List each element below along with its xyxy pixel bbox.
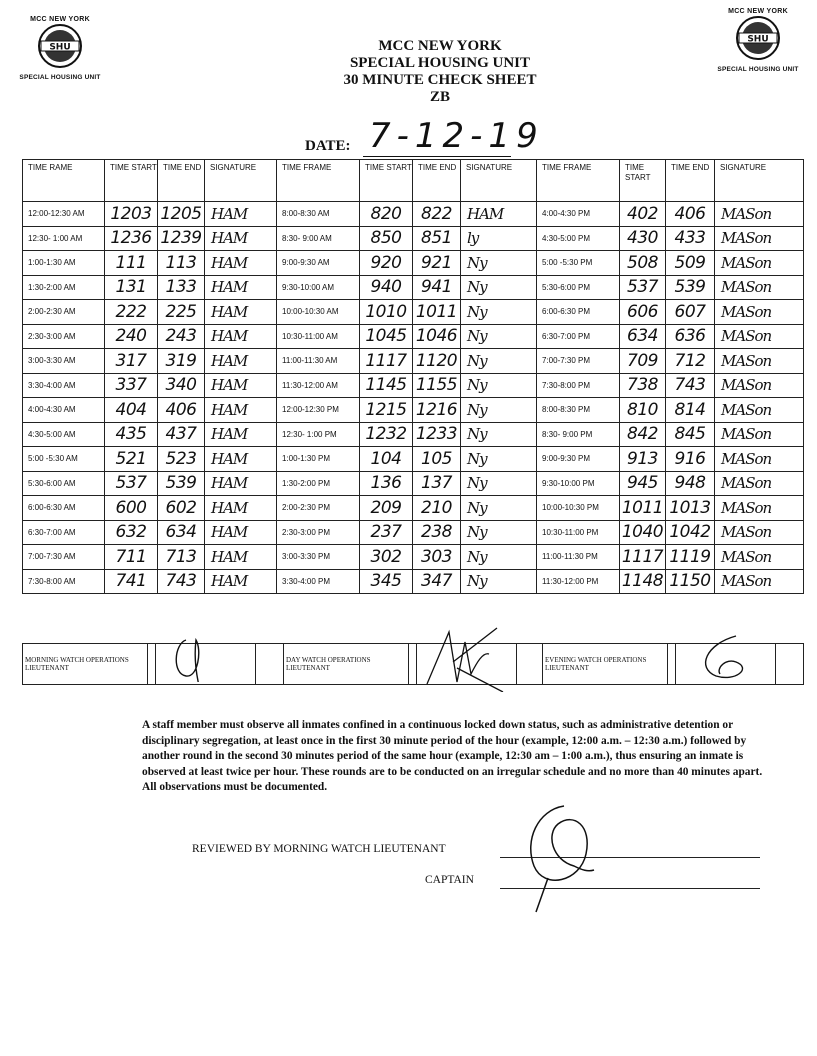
morning-time-end: 243 [158, 324, 205, 349]
day-time-start: 237 [360, 520, 413, 545]
evening-time-start: 709 [620, 349, 666, 374]
day-time-frame: 1:30-2:00 PM [277, 471, 360, 496]
evening-time-start: 913 [620, 447, 666, 472]
day-signature: Ny [461, 300, 537, 325]
morning-lieutenant-signature [156, 644, 256, 685]
date-value: 7-12-19 [369, 116, 544, 156]
day-lieutenant-signature [417, 644, 517, 685]
evening-time-frame: 9:00-9:30 PM [537, 447, 620, 472]
evening-time-end: 1150 [666, 569, 715, 594]
day-signature: Ny [461, 373, 537, 398]
morning-time-end: 634 [158, 520, 205, 545]
evening-time-frame: 5:30-6:00 PM [537, 275, 620, 300]
evening-time-frame: 10:30-11:00 PM [537, 520, 620, 545]
morning-time-frame: 2:00-2:30 AM [23, 300, 105, 325]
table-row [23, 202, 804, 227]
morning-time-start: 337 [105, 373, 158, 398]
evening-time-start: 1040 [620, 520, 666, 545]
evening-signature: MASon [715, 422, 804, 447]
morning-signature: HAM [205, 349, 277, 374]
evening-time-start: 738 [620, 373, 666, 398]
evening-time-end: 509 [666, 251, 715, 276]
evening-time-start: 945 [620, 471, 666, 496]
day-time-start: 1232 [360, 422, 413, 447]
evening-time-frame: 6:30-7:00 PM [537, 324, 620, 349]
evening-time-end: 607 [666, 300, 715, 325]
date-label: DATE: [305, 138, 351, 154]
evening-signature: MASon [715, 520, 804, 545]
day-time-start: 920 [360, 251, 413, 276]
morning-time-frame: 5:00 -5:30 AM [23, 447, 105, 472]
morning-time-end: 713 [158, 545, 205, 570]
evening-time-start: 606 [620, 300, 666, 325]
morning-time-start: 600 [105, 496, 158, 521]
table-row [23, 324, 804, 349]
evening-signature: MASon [715, 471, 804, 496]
day-time-start: 850 [360, 226, 413, 251]
day-time-end: 822 [413, 202, 461, 227]
evening-time-end: 916 [666, 447, 715, 472]
day-time-frame: 9:30-10:00 AM [277, 275, 360, 300]
evening-time-frame: 11:00-11:30 PM [537, 545, 620, 570]
day-time-start: 1045 [360, 324, 413, 349]
seal-top-text: MCC NEW YORK [728, 8, 788, 15]
day-time-end: 1155 [413, 373, 461, 398]
morning-time-frame: 5:30-6:00 AM [23, 471, 105, 496]
day-time-start: 136 [360, 471, 413, 496]
day-time-start: 820 [360, 202, 413, 227]
header-line2: SPECIAL HOUSING UNIT [349, 55, 531, 71]
day-signature: HAM [461, 202, 537, 227]
evening-time-end: 1042 [666, 520, 715, 545]
evening-time-frame: 4:00-4:30 PM [537, 202, 620, 227]
evening-time-end: 1013 [666, 496, 715, 521]
evening-time-end: 539 [666, 275, 715, 300]
evening-time-start: 810 [620, 398, 666, 423]
seal-top-text: MCC NEW YORK [30, 16, 90, 23]
lieutenant-signoff-table [22, 643, 804, 685]
col-header-frame: TIME FRAME [537, 160, 620, 202]
day-time-start: 1215 [360, 398, 413, 423]
day-signature: Ny [461, 324, 537, 349]
evening-time-start: 1011 [620, 496, 666, 521]
table-row [23, 251, 804, 276]
day-time-start: 345 [360, 569, 413, 594]
day-signature: Ny [461, 520, 537, 545]
morning-time-frame: 1:00-1:30 AM [23, 251, 105, 276]
morning-time-start: 537 [105, 471, 158, 496]
morning-time-start: 131 [105, 275, 158, 300]
col-header-start: TIME START [105, 160, 158, 202]
day-time-frame: 11:00-11:30 AM [277, 349, 360, 374]
col-header-signature: SIGNATURE [205, 160, 277, 202]
day-lieutenant-label: DAY WATCH OPERATIONS LIEUTENANT [284, 644, 409, 685]
evening-time-frame: 6:00-6:30 PM [537, 300, 620, 325]
morning-time-frame: 12:30- 1:00 AM [23, 226, 105, 251]
evening-time-frame: 9:30-10:00 PM [537, 471, 620, 496]
day-time-end: 303 [413, 545, 461, 570]
morning-time-end: 319 [158, 349, 205, 374]
evening-time-frame: 8:30- 9:00 PM [537, 422, 620, 447]
morning-signature: HAM [205, 545, 277, 570]
evening-time-start: 634 [620, 324, 666, 349]
evening-signature: MASon [715, 373, 804, 398]
day-time-end: 921 [413, 251, 461, 276]
day-signature: Ny [461, 398, 537, 423]
policy-notice: A staff member must observe all inmates confined in a continuous locked down status, such as administrative detention or disciplinary segregation, at least once in the first 30 minute period of the hour (example, 12:00 a.m. – 12:30 a.m.) followed by another round in the second 30 minutes period of the same hour (example, 12:30 am – 1:00 a.m.), thus ensuring an inmate is observed at least twice per hour. These rounds are to be conducted on an irregular schedule and no more than 40 minutes apart. All observations must be documented. [142, 719, 763, 793]
date-underline [363, 156, 511, 157]
evening-time-end: 636 [666, 324, 715, 349]
col-header-end: TIME END [158, 160, 205, 202]
day-time-end: 1216 [413, 398, 461, 423]
evening-signature: MASon [715, 447, 804, 472]
evening-time-frame: 11:30-12:00 PM [537, 569, 620, 594]
table-row [23, 496, 804, 521]
morning-signature: HAM [205, 251, 277, 276]
day-time-start: 1145 [360, 373, 413, 398]
table-row [23, 471, 804, 496]
morning-time-frame: 1:30-2:00 AM [23, 275, 105, 300]
morning-time-frame: 12:00-12:30 AM [23, 202, 105, 227]
morning-time-frame: 3:30-4:00 AM [23, 373, 105, 398]
evening-lieutenant-label: EVENING WATCH OPERATIONS LIEUTENANT [543, 644, 668, 685]
day-signature: Ny [461, 422, 537, 447]
morning-time-start: 711 [105, 545, 158, 570]
morning-signature: HAM [205, 496, 277, 521]
sheet-header [240, 38, 640, 106]
evening-signature: MASon [715, 545, 804, 570]
signature-scribble-icon [676, 628, 776, 688]
morning-time-start: 111 [105, 251, 158, 276]
evening-time-end: 743 [666, 373, 715, 398]
morning-time-end: 406 [158, 398, 205, 423]
table-row [23, 520, 804, 545]
evening-signature: MASon [715, 324, 804, 349]
evening-time-frame: 8:00-8:30 PM [537, 398, 620, 423]
evening-lieutenant-signature [676, 644, 776, 685]
day-time-end: 210 [413, 496, 461, 521]
morning-signature: HAM [205, 422, 277, 447]
date-row [305, 118, 565, 158]
seal-bottom-text: SPECIAL HOUSING UNIT [19, 74, 101, 81]
evening-signature: MASon [715, 398, 804, 423]
day-time-frame: 9:00-9:30 AM [277, 251, 360, 276]
captain-signature-scribble-icon [518, 800, 598, 915]
col-header-signature: SIGNATURE [461, 160, 537, 202]
evening-signature: MASon [715, 226, 804, 251]
morning-signature: HAM [205, 373, 277, 398]
morning-time-start: 240 [105, 324, 158, 349]
day-time-end: 851 [413, 226, 461, 251]
morning-time-end: 437 [158, 422, 205, 447]
day-signature: Ny [461, 251, 537, 276]
col-header-start: TIME START [360, 160, 413, 202]
reviewed-by-label: REVIEWED BY MORNING WATCH LIEUTENANT [192, 843, 446, 855]
evening-time-start: 402 [620, 202, 666, 227]
morning-time-start: 1236 [105, 226, 158, 251]
morning-signature: HAM [205, 520, 277, 545]
day-time-frame: 12:30- 1:00 PM [277, 422, 360, 447]
day-time-end: 238 [413, 520, 461, 545]
morning-signature: HAM [205, 300, 277, 325]
day-time-frame: 8:30- 9:00 AM [277, 226, 360, 251]
seal-left [10, 16, 110, 81]
day-signature: Ny [461, 569, 537, 594]
evening-signature: MASon [715, 300, 804, 325]
signature-scribble-icon [156, 630, 256, 682]
seal-center-text: SHU [747, 34, 769, 45]
morning-time-frame: 6:00-6:30 AM [23, 496, 105, 521]
day-time-frame: 12:00-12:30 PM [277, 398, 360, 423]
col-header-end: TIME END [666, 160, 715, 202]
day-time-end: 1120 [413, 349, 461, 374]
morning-time-end: 743 [158, 569, 205, 594]
evening-time-end: 948 [666, 471, 715, 496]
morning-signature: HAM [205, 471, 277, 496]
evening-time-end: 814 [666, 398, 715, 423]
day-signature: Ny [461, 275, 537, 300]
morning-time-frame: 4:30-5:00 AM [23, 422, 105, 447]
morning-time-frame: 4:00-4:30 AM [23, 398, 105, 423]
evening-time-frame: 7:30-8:00 PM [537, 373, 620, 398]
col-header-start: TIME START [620, 160, 666, 202]
day-time-frame: 10:00-10:30 AM [277, 300, 360, 325]
shu-seal-icon [735, 15, 781, 61]
day-time-end: 347 [413, 569, 461, 594]
morning-time-start: 317 [105, 349, 158, 374]
morning-time-start: 435 [105, 422, 158, 447]
evening-time-start: 537 [620, 275, 666, 300]
day-time-frame: 2:30-3:00 PM [277, 520, 360, 545]
captain-label: CAPTAIN [425, 874, 474, 886]
morning-signature: HAM [205, 324, 277, 349]
evening-signature: MASon [715, 569, 804, 594]
day-time-end: 137 [413, 471, 461, 496]
table-row [23, 300, 804, 325]
evening-signature: MASon [715, 251, 804, 276]
morning-time-end: 1205 [158, 202, 205, 227]
evening-time-frame: 5:00 -5:30 PM [537, 251, 620, 276]
morning-signature: HAM [205, 447, 277, 472]
table-row [23, 226, 804, 251]
evening-time-end: 712 [666, 349, 715, 374]
morning-time-end: 133 [158, 275, 205, 300]
day-time-frame: 3:00-3:30 PM [277, 545, 360, 570]
day-signature: Ny [461, 447, 537, 472]
morning-time-end: 340 [158, 373, 205, 398]
morning-lieutenant-label: MORNING WATCH OPERATIONS LIEUTENANT [23, 644, 148, 685]
day-time-start: 104 [360, 447, 413, 472]
evening-time-end: 406 [666, 202, 715, 227]
table-header-row [23, 160, 804, 202]
col-header-frame: TIME FRAME [277, 160, 360, 202]
table-row [23, 398, 804, 423]
day-time-frame: 8:00-8:30 AM [277, 202, 360, 227]
day-time-frame: 3:30-4:00 PM [277, 569, 360, 594]
seal-center-text: SHU [49, 42, 71, 53]
evening-signature: MASon [715, 496, 804, 521]
evening-time-frame: 7:00-7:30 PM [537, 349, 620, 374]
morning-signature: HAM [205, 275, 277, 300]
check-log-table [22, 159, 804, 594]
day-time-start: 302 [360, 545, 413, 570]
evening-signature: MASon [715, 349, 804, 374]
morning-signature: HAM [205, 202, 277, 227]
header-line3: 30 MINUTE CHECK SHEET [343, 72, 537, 88]
morning-time-start: 222 [105, 300, 158, 325]
col-header-end: TIME END [413, 160, 461, 202]
day-signature: ly [461, 226, 537, 251]
day-signature: Ny [461, 545, 537, 570]
evening-time-start: 508 [620, 251, 666, 276]
table-row [23, 275, 804, 300]
morning-time-start: 521 [105, 447, 158, 472]
evening-time-frame: 10:00-10:30 PM [537, 496, 620, 521]
evening-time-end: 433 [666, 226, 715, 251]
table-row [23, 373, 804, 398]
day-time-end: 1233 [413, 422, 461, 447]
morning-signature: HAM [205, 226, 277, 251]
morning-time-frame: 6:30-7:00 AM [23, 520, 105, 545]
evening-time-start: 1148 [620, 569, 666, 594]
seal-bottom-text: SPECIAL HOUSING UNIT [717, 66, 799, 73]
day-time-start: 1117 [360, 349, 413, 374]
shu-seal-icon [37, 23, 83, 69]
evening-signature: MASon [715, 275, 804, 300]
day-signature: Ny [461, 496, 537, 521]
table-row [23, 569, 804, 594]
morning-time-end: 539 [158, 471, 205, 496]
morning-time-start: 741 [105, 569, 158, 594]
morning-signature: HAM [205, 398, 277, 423]
table-row [23, 447, 804, 472]
signature-scribble-icon [417, 622, 517, 692]
evening-time-start: 842 [620, 422, 666, 447]
morning-time-frame: 2:30-3:00 AM [23, 324, 105, 349]
seal-right [708, 8, 808, 73]
day-time-frame: 10:30-11:00 AM [277, 324, 360, 349]
morning-time-frame: 7:00-7:30 AM [23, 545, 105, 570]
evening-time-start: 430 [620, 226, 666, 251]
table-row [23, 422, 804, 447]
evening-time-end: 1119 [666, 545, 715, 570]
day-time-end: 1011 [413, 300, 461, 325]
day-time-start: 1010 [360, 300, 413, 325]
table-row [23, 545, 804, 570]
morning-time-end: 113 [158, 251, 205, 276]
morning-time-end: 225 [158, 300, 205, 325]
header-line1: MCC NEW YORK [378, 38, 502, 54]
col-header-signature: SIGNATURE [715, 160, 804, 202]
morning-time-start: 632 [105, 520, 158, 545]
morning-time-start: 1203 [105, 202, 158, 227]
evening-time-start: 1117 [620, 545, 666, 570]
header-line4: ZB [429, 89, 450, 105]
day-time-end: 1046 [413, 324, 461, 349]
day-signature: Ny [461, 349, 537, 374]
day-time-end: 941 [413, 275, 461, 300]
day-time-frame: 1:00-1:30 PM [277, 447, 360, 472]
table-row [23, 349, 804, 374]
morning-time-end: 523 [158, 447, 205, 472]
day-time-start: 209 [360, 496, 413, 521]
morning-time-end: 1239 [158, 226, 205, 251]
evening-time-end: 845 [666, 422, 715, 447]
day-signature: Ny [461, 471, 537, 496]
day-time-start: 940 [360, 275, 413, 300]
col-header-frame: TIME RAME [23, 160, 105, 202]
morning-time-frame: 7:30-8:00 AM [23, 569, 105, 594]
day-time-frame: 2:00-2:30 PM [277, 496, 360, 521]
day-time-end: 105 [413, 447, 461, 472]
evening-signature: MASon [715, 202, 804, 227]
morning-time-start: 404 [105, 398, 158, 423]
morning-time-frame: 3:00-3:30 AM [23, 349, 105, 374]
evening-time-frame: 4:30-5:00 PM [537, 226, 620, 251]
day-time-frame: 11:30-12:00 AM [277, 373, 360, 398]
check-log-body [23, 202, 804, 594]
morning-time-end: 602 [158, 496, 205, 521]
morning-signature: HAM [205, 569, 277, 594]
